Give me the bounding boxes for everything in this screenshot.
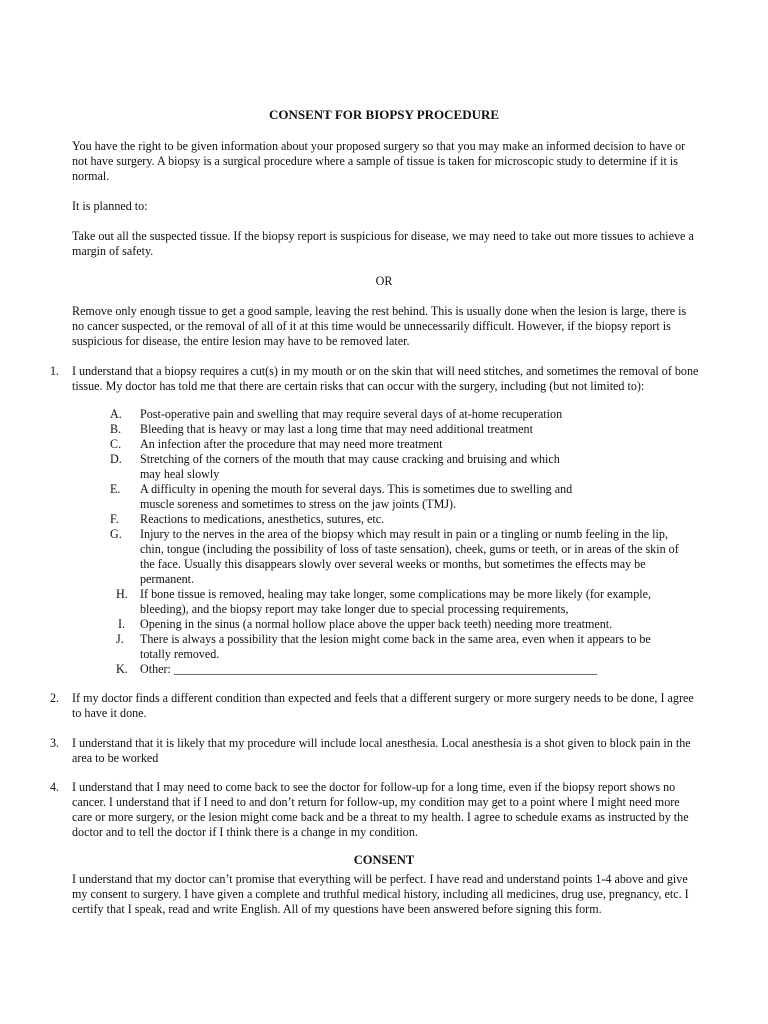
- risk-letter: A.: [110, 407, 122, 421]
- risk-text: Reactions to medications, anesthetics, sutures, etc.: [140, 512, 385, 526]
- risk-letter: J.: [116, 632, 124, 646]
- risk-text: There is always a possibility that the lesion might come back in the same area, even when it appears to be totally removed.: [140, 632, 651, 661]
- or-separator: OR: [375, 274, 393, 288]
- document-title: CONSENT FOR BIOPSY PROCEDURE: [268, 107, 500, 122]
- risk-text: Bleeding that is heavy or may last a long time that may need additional treatment: [140, 422, 533, 436]
- risk-letter: D.: [110, 452, 122, 466]
- point-text: I understand that a biopsy requires a cut(s) in my mouth or on the skin that will need stitches, and sometimes the removal of bone tissue. My doctor has told me that there are certain risks that can occur with the surgery, including (but not limited to):: [72, 364, 699, 393]
- risk-text: Injury to the nerves in the area of the biopsy which may result in pain or a tingling or numb feeling in the lip, chin, tongue (including the possibility of loss of taste sensation), cheek, gums or teeth, or in areas of the skin of the face. Usually this disappears slowly over several weeks or months, but sometimes the effects may be permanent.: [140, 527, 679, 586]
- risk-letter: C.: [110, 437, 122, 451]
- risk-text: Stretching of the corners of the mouth that may cause cracking and bruising and which may heal slowly: [140, 452, 560, 481]
- point-number: 3.: [50, 736, 60, 750]
- point-text: I understand that it is likely that my procedure will include local anesthesia. Local anesthesia is a shot given to block pain in the area to be worked: [72, 736, 691, 765]
- risk-letter: F.: [110, 512, 119, 526]
- intro-paragraph: You have the right to be given information about your proposed surgery so that you may make an informed decision to have or not have surgery. A biopsy is a surgical procedure where a sample of tissue is taken for microscopic study to determine if it is normal.: [72, 139, 686, 183]
- point-text: If my doctor finds a different condition than expected and feels that a different surgery or more surgery needs to be done, I agree to have it done.: [72, 691, 694, 720]
- point-number: 4.: [50, 780, 60, 794]
- risk-text: Post-operative pain and swelling that may require several days of at-home recuperation: [140, 407, 563, 421]
- risk-text: An infection after the procedure that may need more treatment: [140, 437, 443, 451]
- risk-letter: I.: [118, 617, 126, 631]
- risk-letter: G.: [110, 527, 122, 541]
- planned-label: It is planned to:: [72, 199, 148, 213]
- risk-letter: E.: [110, 482, 121, 496]
- option-two-paragraph: Remove only enough tissue to get a good sample, leaving the rest behind. This is usually done when the lesion is large, there is no cancer suspected, or the removal of all of it at this time would be unnecessarily difficult. However, if the biopsy report is suspicious for disease, the entire lesion may have to be removed later.: [72, 304, 687, 348]
- risk-letter: B.: [110, 422, 122, 436]
- consent-paragraph: I understand that my doctor can’t promise that everything will be perfect. I have read and understand points 1-4 above and give my consent to surgery. I have given a complete and truthful medical history, including all medicines, drug use, pregnancy, etc. I certify that I speak, read and write English. All of my questions have been answered before signing this form.: [72, 872, 689, 916]
- point-number: 1.: [50, 364, 60, 378]
- consent-heading: CONSENT: [353, 853, 415, 867]
- risk-text: Other: ______________________________________________________________________: [140, 662, 598, 676]
- risk-text: If bone tissue is removed, healing may take longer, some complications may be more likely (for example, bleeding), and the biopsy report may take longer due to special processing requirements,: [140, 587, 651, 616]
- risk-text: A difficulty in opening the mouth for several days. This is sometimes due to swelling and muscle soreness and sometimes to stress on the jaw joints (TMJ).: [140, 482, 573, 511]
- option-one-paragraph: Take out all the suspected tissue. If the biopsy report is suspicious for disease, we may need to take out more tissues to achieve a margin of safety.: [72, 229, 694, 258]
- point-text: I understand that I may need to come back to see the doctor for follow-up for a long time, even if the biopsy report shows no cancer. I understand that if I need to and don’t return for follow-up, my condition may get to a point where I might need more care or more surgery, or the lesion might come back and be a threat to my health. I agree to schedule exams as instructed by the doctor and to tell the doctor if I think there is a change in my condition.: [72, 780, 689, 839]
- risk-letter: H.: [116, 587, 128, 601]
- point-number: 2.: [50, 691, 60, 705]
- risk-letter: K.: [116, 662, 128, 676]
- risk-text: Opening in the sinus (a normal hollow place above the upper back teeth) needing more treatment.: [140, 617, 613, 631]
